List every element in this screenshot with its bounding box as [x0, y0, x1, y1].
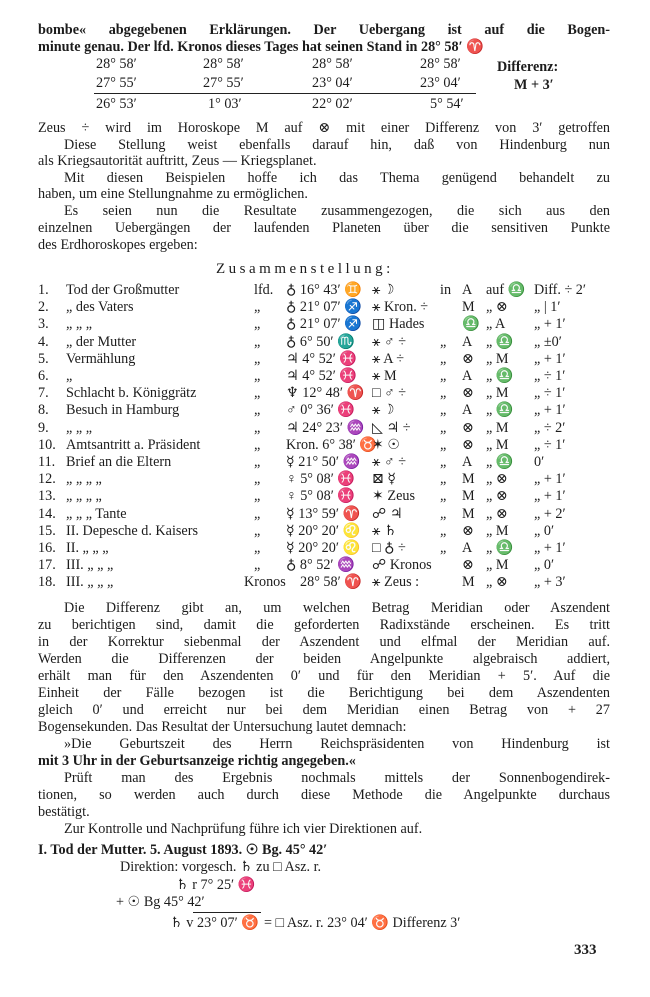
sum-rule [193, 912, 261, 913]
table-aspect: ⚹ ♄ [372, 522, 397, 539]
table-auf: „ M [486, 557, 509, 574]
table-aspect: ◫ Hades [372, 316, 425, 333]
table-auf: „ ♎ [486, 402, 514, 419]
table-title: Zusammenstellung: [216, 261, 394, 277]
table-aspect: ⚹ Zeus : [372, 574, 420, 591]
table-auf: „ M [486, 419, 509, 436]
table-row-number: 8. [38, 402, 49, 419]
table-point: A [462, 402, 473, 419]
text-line: erhält man für den Aszendenten 0′ und für den Meridian + 5′. Auf die [38, 668, 610, 684]
direction-heading: I. Tod der Mutter. 5. August 1893. ☉ Bg. 45° 42′ [38, 842, 328, 858]
text-line: mit 3 Uhr in der Geburtsanzeige richtig angegeben.« [38, 753, 356, 769]
table-diff: „ 0′ [534, 557, 555, 574]
table-diff: Diff. ÷ 2′ [534, 282, 587, 298]
table-in: „ [440, 385, 447, 402]
table-diff: „ ±0′ [534, 333, 562, 350]
table-row-number: 11. [38, 454, 56, 470]
table-auf: „ ♎ [486, 454, 514, 470]
table-auf: „ ♎ [486, 333, 514, 350]
calc-value: 28° 58′ [312, 56, 353, 72]
text-line: Prüft man des Ergebnis nochmals mittels der Sonnenbogendirek- [64, 770, 610, 786]
table-event: „ „ „ [66, 419, 92, 436]
calc-value: 23° 04′ [312, 75, 353, 91]
text-line: Bogensekunden. Das Resultat der Untersuchung lautet demnach: [38, 719, 407, 735]
text-line: haben, um eine Stellungnahme zu ermöglichen. [38, 186, 308, 202]
table-in: „ [440, 419, 447, 436]
table-point: A [462, 540, 473, 556]
table-position: ♁ 8° 52′ ♒ [286, 557, 355, 574]
table-row-number: 3. [38, 316, 49, 333]
table-diff: „ + 1′ [534, 350, 566, 367]
table-auf: „ M [486, 350, 509, 367]
table-aspect: □ ♁ ÷ [372, 540, 406, 556]
table-diff: „ ÷ 1′ [534, 368, 566, 384]
table-row-number: 10. [38, 436, 56, 453]
differenz-label: Differenz: [497, 59, 559, 75]
table-lfd: „ [254, 299, 261, 316]
table-row-number: 18. [38, 574, 56, 591]
table-point: A [462, 454, 473, 470]
table-position: ♃ 24° 23′ ♒ [286, 419, 365, 436]
table-point: M [462, 299, 475, 316]
table-position: ♀ 5° 08′ ♓ [286, 488, 356, 505]
table-auf: „ ⊗ [486, 299, 508, 316]
table-diff: „ | 1′ [534, 299, 561, 316]
direction-line: Direktion: vorgesch. ♄ zu □ Asz. r. [120, 859, 322, 875]
calc-value: 28° 58′ [203, 56, 244, 72]
table-lfd: „ [254, 368, 261, 384]
table-diff: „ + 3′ [534, 574, 566, 591]
table-lfd: „ [254, 471, 261, 488]
table-in: „ [440, 333, 447, 350]
table-event: Besuch in Hamburg [66, 402, 180, 419]
table-aspect: ⚹ ☽ [372, 402, 394, 419]
table-in: „ [440, 522, 447, 539]
table-event: Schlacht b. Königgrätz [66, 385, 197, 402]
table-auf: „ ♎ [486, 368, 514, 384]
text-line: Zeus ÷ wird im Horoskope M auf ⊗ mit einer Differenz von 3′ getroffen [38, 120, 610, 136]
table-event: „ „ „ Tante [66, 505, 127, 522]
text-line: zu berichtigen sind, damit die geforderten Radixstände erscheinen. Es tritt [38, 617, 610, 633]
table-event: II. Depesche d. Kaisers [66, 522, 198, 539]
table-event: „ des Vaters [66, 299, 134, 316]
table-lfd: „ [254, 402, 261, 419]
table-aspect: ⚹ A ÷ [372, 350, 405, 367]
text-line: gleich 0′ und erreicht nur bei dem Meridian einen Betrag von + 27 [38, 702, 610, 718]
table-row-number: 7. [38, 385, 49, 402]
direction-line: + ☉ Bg 45° 42′ [116, 894, 205, 910]
table-diff: „ + 1′ [534, 471, 566, 488]
intro-line: bombe« abgegebenen Erklärungen. Der Uebergang ist auf die Bogen- [38, 22, 610, 38]
direction-line: ♄ r 7° 25′ ♓ [176, 877, 256, 893]
table-auf: „ ⊗ [486, 574, 508, 591]
text-line: bestätigt. [38, 804, 90, 820]
table-row-number: 4. [38, 333, 49, 350]
table-aspect: ✶ ☉ [372, 436, 401, 453]
table-position: ♆ 12° 48′ ♈ [286, 385, 365, 402]
table-lfd: „ [254, 316, 261, 333]
calc-result: 1° 03′ [208, 96, 242, 112]
table-event: „ der Mutter [66, 333, 137, 350]
table-position: ♁ 16° 43′ ♊ [286, 282, 362, 298]
table-row-number: 12. [38, 471, 56, 488]
table-point: M [462, 488, 475, 505]
table-auf: „ ⊗ [486, 488, 508, 505]
table-diff: 0′ [534, 454, 545, 470]
table-point: ♎ [462, 316, 480, 333]
table-position: 28° 58′ ♈ [300, 574, 362, 591]
table-point: ⊗ [462, 385, 474, 402]
table-event: „ „ „ [66, 316, 92, 333]
calc-value: 27° 55′ [96, 75, 137, 91]
table-row-number: 16. [38, 540, 56, 556]
sum-rule [94, 93, 476, 94]
table-row-number: 15. [38, 522, 56, 539]
calc-result: 5° 54′ [430, 96, 464, 112]
text-line: Es seien nun die Resultate zusammengezogen, die sich aus den [64, 203, 610, 219]
text-line: Mit diesen Beispielen hoffe ich das Thema genügend behandelt zu [64, 170, 610, 186]
calc-result: 22° 02′ [312, 96, 353, 112]
table-diff: „ + 1′ [534, 316, 566, 333]
table-position: ♃ 4° 52′ ♓ [286, 350, 358, 367]
table-row-number: 1. [38, 282, 49, 298]
table-position: ♂ 0° 36′ ♓ [286, 402, 356, 419]
table-diff: „ ÷ 2′ [534, 419, 566, 436]
text-line: als Kriegsautorität auftritt, Zeus — Kriegsplanet. [38, 153, 317, 169]
table-point: M [462, 574, 475, 591]
table-position: ♀ 5° 08′ ♓ [286, 471, 356, 488]
calc-result: 26° 53′ [96, 96, 137, 112]
table-auf: „ ⊗ [486, 505, 508, 522]
table-diff: „ 0′ [534, 522, 555, 539]
table-in: „ [440, 350, 447, 367]
table-event: Amtsantritt a. Präsident [66, 436, 201, 453]
table-point: ⊗ [462, 436, 474, 453]
table-lfd: „ [254, 350, 261, 367]
table-lfd: „ [254, 436, 261, 453]
table-in: in [440, 282, 452, 298]
table-event: „ [66, 368, 73, 384]
text-line: tionen, so werden auch durch diese Methode die Angelpunkte durchaus [38, 787, 610, 803]
table-row-number: 9. [38, 419, 49, 436]
table-position: ♁ 6° 50′ ♏ [286, 333, 355, 350]
table-in: „ [440, 402, 447, 419]
table-lfd: „ [254, 522, 261, 539]
table-point: M [462, 505, 475, 522]
calc-value: 28° 58′ [96, 56, 137, 72]
table-diff: „ + 2′ [534, 505, 566, 522]
table-position: ☿ 13° 59′ ♈ [286, 505, 361, 522]
table-aspect: ⚹ M [372, 368, 397, 384]
calc-value: 28° 58′ [420, 56, 461, 72]
table-in: „ [440, 540, 447, 556]
table-position: ♁ 21° 07′ ♐ [286, 299, 362, 316]
table-event: III. „ „ „ [66, 557, 114, 574]
table-point: M [462, 471, 475, 488]
table-event: Vermählung [66, 350, 136, 367]
table-auf: „ A [486, 316, 506, 333]
table-diff: „ + 1′ [534, 402, 566, 419]
table-position: ☿ 20° 20′ ♌ [286, 540, 361, 556]
table-lfd: „ [254, 454, 261, 470]
table-event: Tod der Großmutter [66, 282, 180, 298]
intro-line: minute genau. Der lfd. Kronos dieses Tages hat seinen Stand in 28° 58′ ♈ [38, 39, 484, 55]
table-diff: „ ÷ 1′ [534, 436, 566, 453]
table-aspect: ◺ ♃ ÷ [372, 419, 411, 436]
table-lfd: „ [254, 505, 261, 522]
table-event: „ „ „ „ [66, 471, 102, 488]
table-auf: „ M [486, 436, 509, 453]
table-lfd: „ [254, 488, 261, 505]
table-lfd: „ [254, 419, 261, 436]
table-aspect: ⊠ ☿ [372, 471, 397, 488]
table-position: ☿ 21° 50′ ♒ [286, 454, 361, 470]
differenz-value: M + 3′ [514, 77, 554, 93]
table-aspect: ☍ Kronos [372, 557, 432, 574]
direction-line: 23° 07′ ♉ [197, 915, 259, 931]
table-aspect: ☍ ♃ [372, 505, 403, 522]
table-point: ⊗ [462, 419, 474, 436]
table-row-number: 13. [38, 488, 56, 505]
table-lfd: lfd. [254, 282, 274, 298]
text-line: einzelnen Uebergängen der laufenden Planeten über die sensitiven Punkte [38, 220, 610, 236]
direction-line: = □ Asz. r. 23° 04′ ♉ Differenz 3′ [264, 915, 461, 931]
table-in: „ [440, 454, 447, 470]
table-auf: „ M [486, 385, 509, 402]
table-in: „ [440, 488, 447, 505]
table-point: ⊗ [462, 557, 474, 574]
page-number: 333 [574, 942, 597, 958]
text-line: des Erdhoroskopes ergeben: [38, 237, 198, 253]
table-point: ⊗ [462, 522, 474, 539]
table-auf: „ ♎ [486, 540, 514, 556]
table-position: Kron. 6° 38′ ♉ [286, 436, 378, 453]
table-auf: „ M [486, 522, 509, 539]
text-line: Einheit der Fälle bezogen ist die Berichtigung bei dem Aszendenten [38, 685, 610, 701]
table-aspect: ⚹ ♂ ÷ [372, 333, 407, 350]
table-aspect: ⚹ Kron. ÷ [372, 299, 429, 316]
text-line: Die Differenz gibt an, um welchen Betrag Meridian oder Aszendent [64, 600, 610, 616]
table-position: ☿ 20° 20′ ♌ [286, 522, 361, 539]
table-auf: „ ⊗ [486, 471, 508, 488]
table-diff: „ + 1′ [534, 540, 566, 556]
calc-value: 23° 04′ [420, 75, 461, 91]
table-aspect: ⚹ ♂ ÷ [372, 454, 407, 470]
text-line: Diese Stellung weist ebenfalls darauf hin, daß von Hindenburg nun [64, 137, 610, 153]
table-lfd: Kronos [244, 574, 286, 591]
table-in: „ [440, 471, 447, 488]
calc-value: 27° 55′ [203, 75, 244, 91]
text-line: in der Korrektur siebenmal der Aszendent und elfmal der Meridian auf. [38, 634, 610, 650]
table-aspect: ✶ Zeus [372, 488, 416, 505]
table-lfd: „ [254, 333, 261, 350]
table-lfd: „ [254, 540, 261, 556]
table-lfd: „ [254, 385, 261, 402]
table-point: ⊗ [462, 350, 474, 367]
table-event: III. „ „ „ [66, 574, 114, 591]
table-in: „ [440, 505, 447, 522]
table-row-number: 17. [38, 557, 56, 574]
table-aspect: ⚹ ☽ [372, 282, 394, 298]
table-position: ♃ 4° 52′ ♓ [286, 368, 358, 384]
table-aspect: □ ♂ ÷ [372, 385, 407, 402]
table-event: II. „ „ „ [66, 540, 109, 556]
table-row-number: 6. [38, 368, 49, 384]
text-line: »Die Geburtszeit des Herrn Reichspräsidenten von Hindenburg ist [64, 736, 610, 752]
table-in: „ [440, 436, 447, 453]
table-position: ♁ 21° 07′ ♐ [286, 316, 362, 333]
table-diff: „ ÷ 1′ [534, 385, 566, 402]
table-row-number: 2. [38, 299, 49, 316]
text-line: Werden die Differenzen der beiden Angelpunkte algebraisch addiert, [38, 651, 610, 667]
table-event: Brief an die Eltern [66, 454, 172, 470]
table-diff: „ + 1′ [534, 488, 566, 505]
table-lfd: „ [254, 557, 261, 574]
table-point: A [462, 333, 473, 350]
text-line: Zur Kontrolle und Nachprüfung führe ich vier Direktionen auf. [64, 821, 423, 837]
table-in: „ [440, 368, 447, 384]
table-row-number: 5. [38, 350, 49, 367]
table-point: A [462, 368, 473, 384]
table-event: „ „ „ „ [66, 488, 102, 505]
table-point: A [462, 282, 473, 298]
direction-line: ♄ v [170, 915, 194, 931]
table-row-number: 14. [38, 505, 56, 522]
table-auf: auf ♎ [486, 282, 526, 298]
